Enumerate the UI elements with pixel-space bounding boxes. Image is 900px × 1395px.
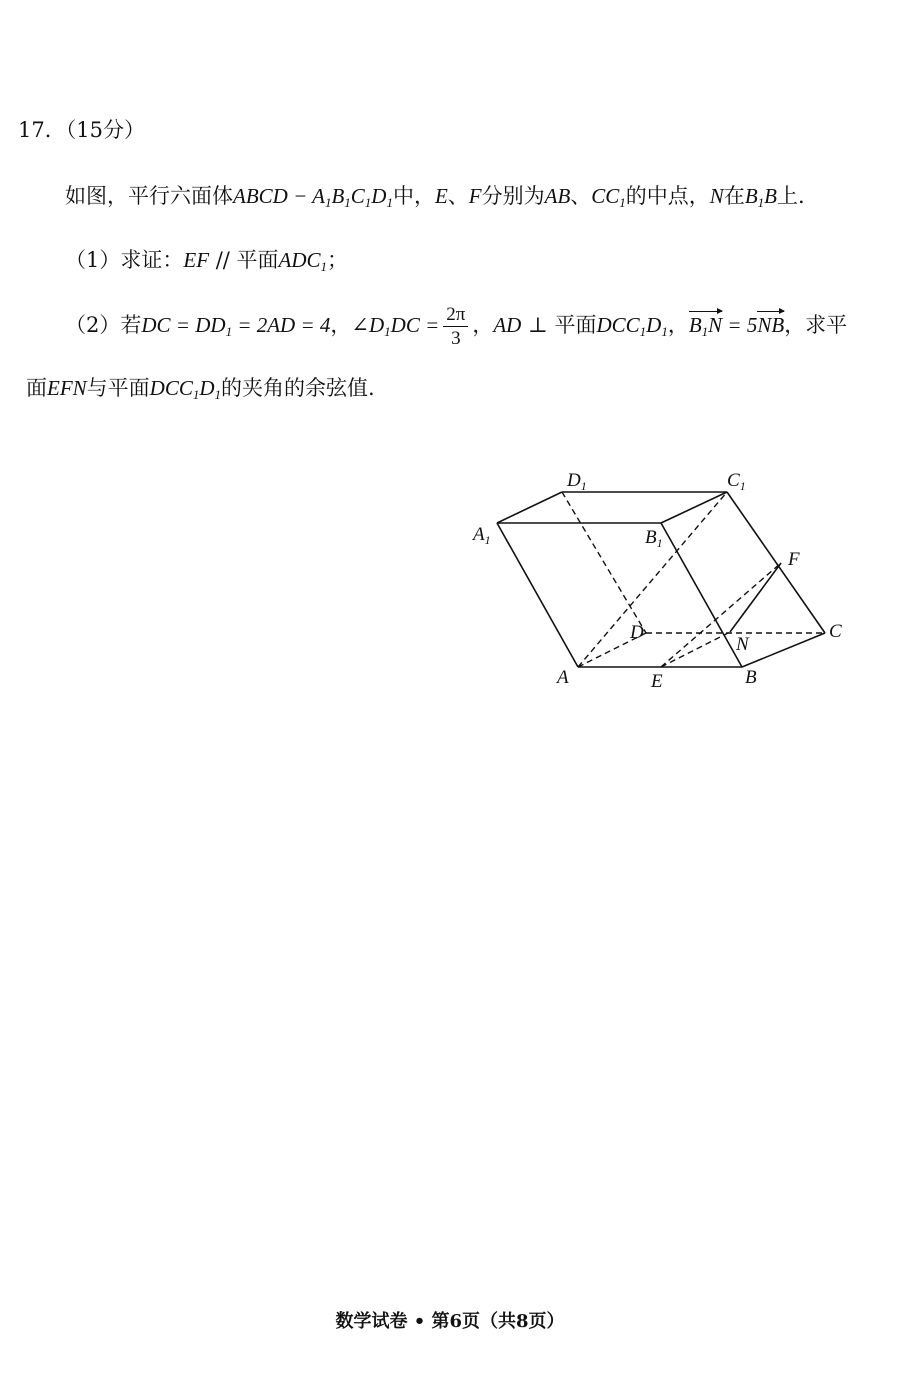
plane-DCC1D1-2: $DCC_1D_1$ [149,376,222,402]
segment-EF: EF [183,248,210,272]
label-C: C [829,621,842,642]
plane-ADC1: $ADC_1$ [278,248,328,274]
label-A: A [557,667,569,688]
point-E: E [434,184,448,208]
part-2-text-7: 的夹角的余弦值. [221,376,375,400]
intro-text-7: 在 [723,184,745,208]
label-B1: $B_1$ [645,527,663,550]
label-E: E [651,671,663,692]
intro-text-1: 如图，平行六面体 [65,184,233,208]
label-D: D [630,622,644,643]
part-2-text-4: ，求平 [784,313,848,337]
intro-text-8: 上. [776,184,805,208]
question-number-text: 17．（15分） [18,118,145,142]
angle-expr: $\angle D_1DC$ = [351,313,440,339]
segment-E-F [661,563,781,667]
page-footer: 数学试卷 • 第6页（共8页） [335,1311,565,1332]
point-F: F [468,184,482,208]
part-1-text-1: 平面 [236,248,279,272]
intro-text-5: 、 [570,184,592,208]
vector-NB: NB [757,313,785,337]
label-A1: $A_1$ [473,524,491,547]
segment-AB: AB [544,184,571,208]
segment-B1B: $B_1B$ [744,184,777,210]
part-2: （2）若DC = $DD_1 = 2AD = 4$，$\angle D_1DC$ = $\frac{2\pi}{3}$ ，AD ⊥ 平面$DCC_1D_1$，$B_1N = 5NB$，求平 [65,304,848,349]
plane-DCC1D1: $DCC_1D_1$ [596,313,668,339]
label-F: F [788,549,800,570]
intro-text-6: 的中点， [625,184,710,208]
edge-D1-D [562,492,646,633]
label-D1: $D_1$ [567,470,587,493]
part-2-text-3: ， [667,313,689,337]
vector-B1N: $B_1N$ [688,313,723,339]
plane-EFN: EFN [47,376,87,400]
diagonal-A-C1 [578,492,727,667]
intro-text-4: 分别为 [481,184,545,208]
comma-1: ， [330,313,352,337]
part-1-label: （1）求证： [65,248,184,272]
segment-CC1: $CC_1$ [591,184,626,210]
solid-name: ABCD − $A_1B_1C_1D_1$ [233,184,393,210]
point-N: N [709,184,724,208]
label-C1: $C_1$ [727,470,746,493]
edge-A1-D1 [497,492,562,523]
edge-B-C [742,633,825,667]
part-2-text-5: 面 [26,376,47,400]
intro-text-3: 、 [447,184,469,208]
edge-C1-B1 [661,492,727,523]
label-B: B [745,667,757,688]
vector-equals: = 5 [722,313,758,337]
edge-A1-A [497,523,578,667]
fraction-numerator: 2π [443,305,468,327]
segment-AD: AD [493,313,522,337]
fraction-denominator: 3 [451,328,461,349]
parallelepiped-figure [455,455,875,700]
edge-C1-C [727,492,825,633]
label-N: N [736,634,749,655]
part-2-continued [26,378,375,401]
question-intro [65,186,805,209]
fraction-2pi-3 [443,305,468,348]
part-2-label: （2）若 [65,313,142,337]
equation-lengths: DC = $DD_1 = 2AD = 4$ [141,313,331,339]
part-2-text-1: ， [472,313,494,337]
question-number [18,120,145,141]
edge-B1-B [661,523,742,667]
part-1: （1）求证：EF // 平面$ADC_1$； [65,248,349,274]
part-2-text-2: 平面 [554,313,597,337]
segment-N-F [730,563,781,632]
part-1-text-2: ； [327,248,349,272]
part-2-text-6: 与平面 [86,376,150,400]
intro-text-2: 中， [392,184,435,208]
